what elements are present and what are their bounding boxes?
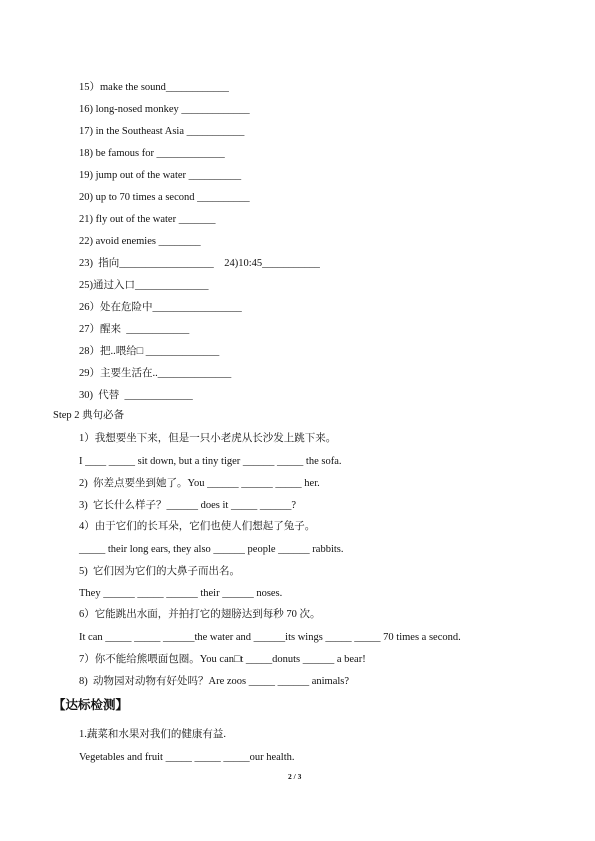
phrase-27: 27）醒来 ____________ [79,324,190,335]
phrase-30: 30) 代替 _____________ [79,390,193,401]
phrase-28: 28）把..喂给□ ______________ [79,346,220,357]
phrase-23-24: 23) 指向__________________ 24)10:45___________ [79,258,320,269]
phrase-25: 25)通过入口______________ [79,280,209,291]
sentence-8: 8) 动物园对动物有好处吗？Are zoos _____ ______ animals? [79,676,350,687]
phrase-22: 22) avoid enemies ________ [79,236,201,247]
sentence-1-cn: 1）我想要坐下来，但是一只小老虎从长沙发上跳下来。 [79,433,337,444]
phrase-21: 21) fly out of the water _______ [79,214,216,225]
phrase-26: 26）处在危险中_________________ [79,302,242,313]
sentence-4-en: _____ their long ears, they also ______ people ______ rabbits. [79,544,344,555]
sentence-2: 2) 你差点要坐到她了。You ______ ______ _____ her. [79,478,320,489]
phrase-15: 15）make the sound____________ [79,82,229,93]
sentence-1-en: I ____ _____ sit down, but a tiny tiger ______ _____ the sofa. [79,456,342,467]
check-item-1-cn: 1.蔬菜和水果对我们的健康有益. [79,729,226,740]
page-number: 2 / 3 [288,772,302,781]
sentence-6-en: It can _____ _____ ______the water and ______its wings _____ _____ 70 times a second. [79,632,461,643]
phrase-17: 17) in the Southeast Asia ___________ [79,126,245,137]
phrase-20: 20) up to 70 times a second __________ [79,192,250,203]
sentence-3: 3) 它长什么样子？______ does it _____ ______? [79,500,296,511]
step2-title: Step 2 典句必备 [53,410,125,421]
phrase-16: 16) long-nosed monkey _____________ [79,104,250,115]
phrase-18: 18) be famous for _____________ [79,148,225,159]
sentence-5-en: They ______ _____ ______ their ______ noses. [79,588,283,599]
sentence-7: 7）你不能给熊喂面包圈。You can□t _____donuts ______ a bear! [79,654,366,665]
sentence-4-cn: 4）由于它们的长耳朵，它们也使人们想起了兔子。 [79,521,316,532]
check-title: 【达标检测】 [53,697,129,712]
sentence-6-cn: 6）它能跳出水面，并拍打它的翅膀达到每秒 70 次。 [79,609,321,620]
phrase-29: 29）主要生活在..______________ [79,368,232,379]
check-item-1-en: Vegetables and fruit _____ _____ _____our health. [79,752,295,763]
phrase-19: 19) jump out of the water __________ [79,170,242,181]
sentence-5-cn: 5) 它们因为它们的大鼻子而出名。 [79,566,240,577]
